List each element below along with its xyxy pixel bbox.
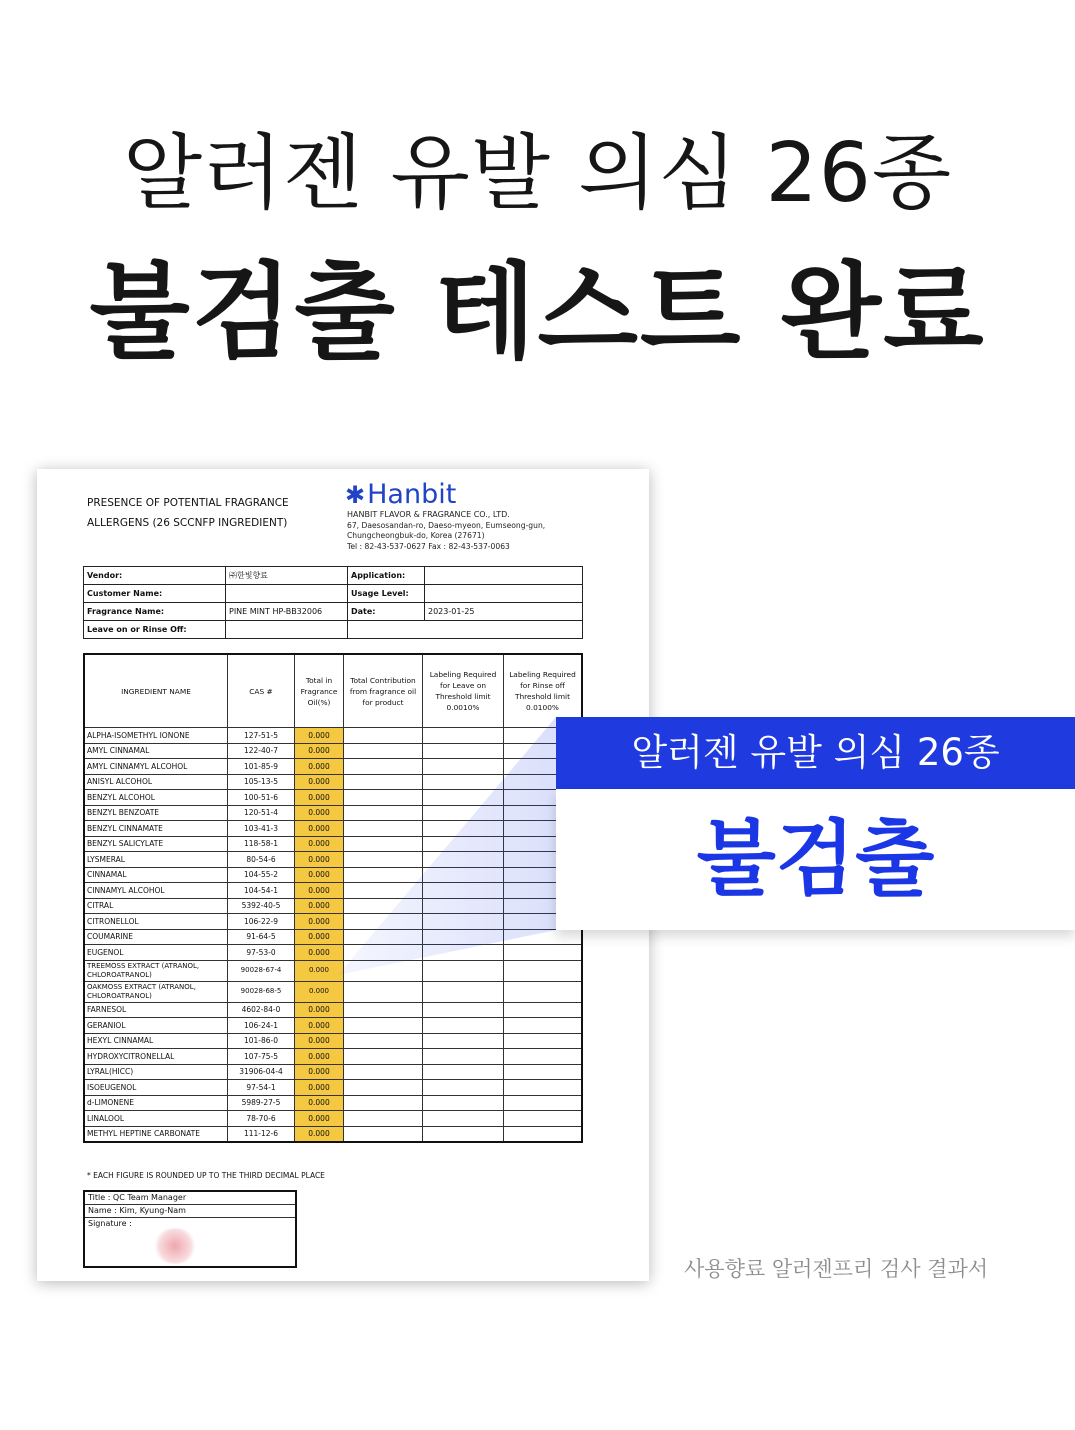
ingredient-name-cell: BENZYL SALICYLATE — [84, 836, 228, 852]
total-cell: 0.000 — [295, 960, 344, 981]
total-cell: 0.000 — [295, 945, 344, 961]
ingredient-name-cell: METHYL HEPTINE CARBONATE — [84, 1126, 228, 1142]
cas-cell: 4602-84-0 — [228, 1002, 295, 1018]
cas-cell: 106-24-1 — [228, 1018, 295, 1034]
total-cell: 0.000 — [295, 929, 344, 945]
cas-cell: 100-51-6 — [228, 790, 295, 806]
total-cell: 0.000 — [295, 867, 344, 883]
ingredient-name-cell: COUMARINE — [84, 929, 228, 945]
ingredient-name-cell: ALPHA-ISOMETHYL IONONE — [84, 728, 228, 744]
company-name: HANBIT FLAVOR & FRAGRANCE CO., LTD. — [347, 510, 510, 519]
cas-cell: 111-12-6 — [228, 1126, 295, 1142]
rounding-footnote: * EACH FIGURE IS ROUNDED UP TO THE THIRD DECIMAL PLACE — [87, 1171, 325, 1180]
header-contribution: Total Contribution from fragrance oil for product — [344, 654, 423, 728]
cas-cell: 5392-40-5 — [228, 898, 295, 914]
total-cell: 0.000 — [295, 790, 344, 806]
leave-on-value: 0.0010% — [446, 703, 480, 712]
total-cell: 0.000 — [295, 836, 344, 852]
company-address-2: Chungcheongbuk-do, Korea (27671) — [347, 531, 485, 540]
ingredient-name-cell: LYRAL(HICC) — [84, 1064, 228, 1080]
vendor-value: ㈜한빛향료 — [226, 567, 348, 585]
total-cell: 0.000 — [295, 1064, 344, 1080]
total-cell: 0.000 — [295, 1126, 344, 1142]
header-cas: CAS # — [228, 654, 295, 728]
ingredient-name-cell: CINNAMYL ALCOHOL — [84, 883, 228, 899]
cas-cell: 80-54-6 — [228, 852, 295, 868]
header-ingredient-name: INGREDIENT NAME — [84, 654, 228, 728]
total-cell: 0.000 — [295, 981, 344, 1002]
cas-cell: 97-54-1 — [228, 1080, 295, 1096]
logo-text: Hanbit — [367, 479, 457, 510]
total-cell: 0.000 — [295, 1080, 344, 1096]
fragrance-label: Fragrance Name: — [84, 603, 226, 621]
ingredient-name-cell: LYSMERAL — [84, 852, 228, 868]
total-cell: 0.000 — [295, 728, 344, 744]
cas-cell: 97-53-0 — [228, 945, 295, 961]
cas-cell: 120-51-4 — [228, 805, 295, 821]
ingredient-name-cell: FARNESOL — [84, 1002, 228, 1018]
total-cell: 0.000 — [295, 883, 344, 899]
ingredient-name-cell: CINNAMAL — [84, 867, 228, 883]
vendor-label: Vendor: — [84, 567, 226, 585]
ingredient-name-cell: EUGENOL — [84, 945, 228, 961]
sign-signature: Signature : — [88, 1219, 132, 1228]
company-contact: Tel : 82-43-537-0627 Fax : 82-43-537-0063 — [347, 541, 510, 551]
rinse-off-threshold: Threshold limit — [514, 692, 571, 701]
cas-cell: 101-85-9 — [228, 759, 295, 775]
total-cell: 0.000 — [295, 821, 344, 837]
callout-title: 알러젠 유발 의심 26종 — [556, 717, 1075, 789]
headline-line2: 불검출 테스트 완료 — [89, 251, 986, 373]
cas-cell: 122-40-7 — [228, 743, 295, 759]
cas-cell: 127-51-5 — [228, 728, 295, 744]
application-label: Application: — [348, 567, 425, 585]
ingredient-name-cell: ANISYL ALCOHOL — [84, 774, 228, 790]
cas-cell: 103-41-3 — [228, 821, 295, 837]
asterisk-logo-icon: ✱ — [345, 481, 366, 509]
company-address-1: 67, Daesosandan-ro, Daeso-myeon, Eumseong-gun, — [347, 520, 546, 530]
ingredient-name-cell: BENZYL BENZOATE — [84, 805, 228, 821]
ingredient-name-cell: CITRONELLOL — [84, 914, 228, 930]
total-cell: 0.000 — [295, 1111, 344, 1127]
ingredient-name-cell: BENZYL ALCOHOL — [84, 790, 228, 806]
cas-cell: 106-22-9 — [228, 914, 295, 930]
document-title-line2: ALLERGENS (26 SCCNFP INGREDIENT) — [87, 517, 288, 529]
leave-rinse-label: Leave on or Rinse Off: — [84, 621, 226, 639]
usage-label: Usage Level: — [348, 585, 425, 603]
cas-cell: 90028-67-4 — [228, 960, 295, 981]
total-cell: 0.000 — [295, 914, 344, 930]
ingredient-name-cell: CITRAL — [84, 898, 228, 914]
ingredient-name-cell: OAKMOSS EXTRACT (ATRANOL, CHLOROATRANOL) — [84, 981, 228, 1002]
leave-on-threshold: Threshold limit — [435, 692, 491, 701]
date-value: 2023-01-25 — [425, 603, 583, 621]
cas-cell: 101-86-0 — [228, 1033, 295, 1049]
document-title-line1: PRESENCE OF POTENTIAL FRAGRANCE — [87, 497, 289, 509]
cas-cell: 118-58-1 — [228, 836, 295, 852]
rinse-off-value: 0.0100% — [526, 703, 559, 712]
ingredient-name-cell: HYDROXYCITRONELLAL — [84, 1049, 228, 1065]
leave-on-label: Labeling Required for Leave on — [429, 670, 497, 690]
headline-line1: 알러젠 유발 의심 26종 — [122, 126, 953, 221]
rinse-off-label: Labeling Required for Rinse off — [509, 670, 576, 690]
cas-cell: 31906-04-4 — [228, 1064, 295, 1080]
sign-title: Title : QC Team Manager — [85, 1192, 295, 1205]
total-cell: 0.000 — [295, 759, 344, 775]
date-label: Date: — [348, 603, 425, 621]
total-cell: 0.000 — [295, 805, 344, 821]
total-cell: 0.000 — [295, 743, 344, 759]
ingredient-name-cell: LINALOOL — [84, 1111, 228, 1127]
sign-name: Name : Kim, Kyung-Nam — [85, 1205, 295, 1218]
cas-cell: 5989-27-5 — [228, 1095, 295, 1111]
cas-cell: 105-13-5 — [228, 774, 295, 790]
ingredient-name-cell: BENZYL CINNAMATE — [84, 821, 228, 837]
ingredient-name-cell: AMYL CINNAMYL ALCOHOL — [84, 759, 228, 775]
ingredient-name-cell: TREEMOSS EXTRACT (ATRANOL, CHLOROATRANOL) — [84, 960, 228, 981]
ingredient-name-cell: d-LIMONENE — [84, 1095, 228, 1111]
callout-result: 불검출 — [556, 789, 1075, 930]
total-cell: 0.000 — [295, 898, 344, 914]
ingredient-name-cell: ISOEUGENOL — [84, 1080, 228, 1096]
total-cell: 0.000 — [295, 1095, 344, 1111]
customer-label: Customer Name: — [84, 585, 226, 603]
cas-cell: 104-54-1 — [228, 883, 295, 899]
cas-cell: 104-55-2 — [228, 867, 295, 883]
total-cell: 0.000 — [295, 1033, 344, 1049]
cas-cell: 78-70-6 — [228, 1111, 295, 1127]
cas-cell: 91-64-5 — [228, 929, 295, 945]
cas-cell: 90028-68-5 — [228, 981, 295, 1002]
cas-cell: 107-75-5 — [228, 1049, 295, 1065]
total-cell: 0.000 — [295, 774, 344, 790]
total-cell: 0.000 — [295, 852, 344, 868]
ingredient-name-cell: GERANIOL — [84, 1018, 228, 1034]
ingredient-name-cell: HEXYL CINNAMAL — [84, 1033, 228, 1049]
total-cell: 0.000 — [295, 1018, 344, 1034]
total-cell: 0.000 — [295, 1049, 344, 1065]
document-caption: 사용향료 알러젠프리 검사 결과서 — [684, 1257, 989, 1281]
total-cell: 0.000 — [295, 1002, 344, 1018]
header-total: Total in Fragrance Oil(%) — [295, 654, 344, 728]
ingredient-name-cell: AMYL CINNAMAL — [84, 743, 228, 759]
fragrance-value: PINE MINT HP-BB32006 — [226, 603, 348, 621]
